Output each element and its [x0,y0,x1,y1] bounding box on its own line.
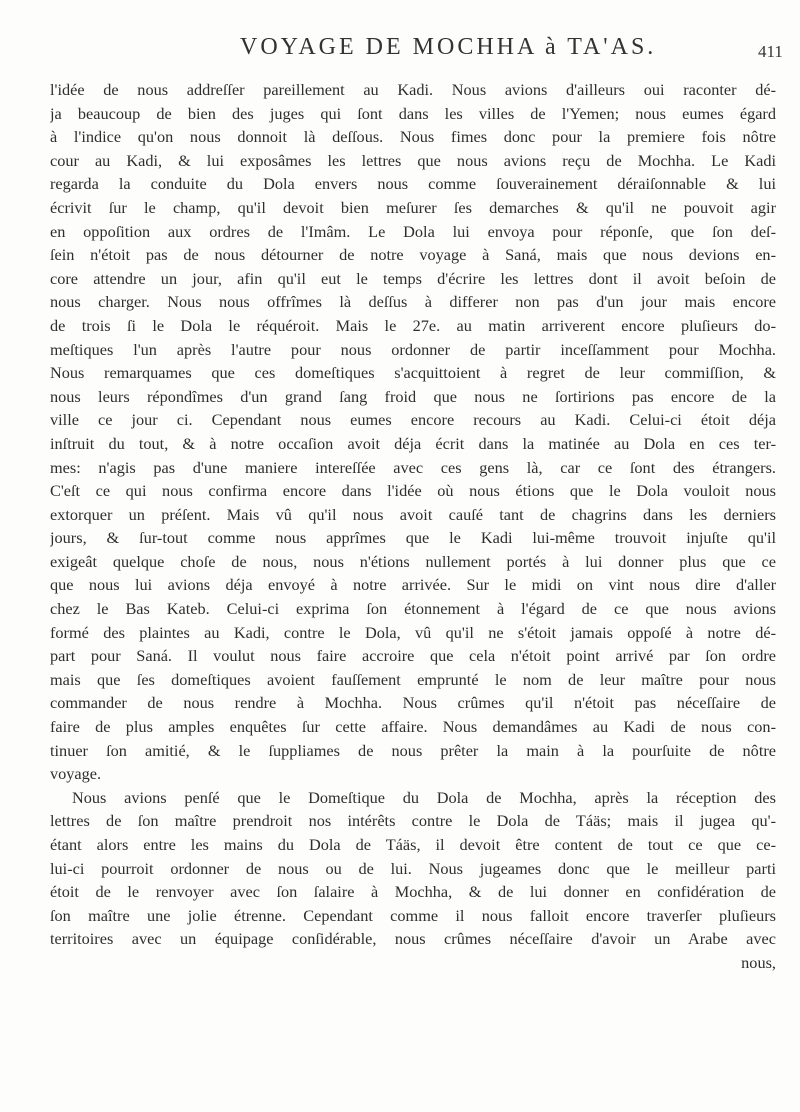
text-line: à l'indice qu'on nous donnoit là deſſous. Nous fimes donc pour la premiere fois nôtre [50,127,776,147]
text-line: étant alors entre les mains du Dola de Táäs, il devoit être content de tout ce que ce- [50,835,776,854]
text-line: nous charger. Nous nous offrîmes là deſſus à differer non pas d'un jour mais encore [50,292,776,312]
text-line: extorquer un préſent. Mais vû qu'il nous avoit cauſé tant de chagrins dans les derniers [50,504,776,524]
text-line: C'eſt ce qui nous confirma encore dans l'idée où nous étions que le Dola vouloit nous [50,481,776,501]
text-line: Nous avions penſé que le Domeſtique du Dola de Mochha, après la réception des [72,787,776,807]
text-line: territoires avec un équipage conſidérable, nous crûmes néceſſaire d'avoir un Arabe avec [50,929,776,949]
text-line: tinuer ſon amitié, & le ſuppliames de nous prêter la main à la pourſuite de nôtre [50,740,776,760]
text-line: ſon maître une jolie étrenne. Cependant comme il nous falloit encore traverſer pluſieurs [50,905,776,925]
text-line: mais que ſes domeſtiques avoient fauſſement emprunté le nom de leur maître pour nous [50,669,776,689]
page-number: 411 [758,42,783,61]
text-line: lettres de ſon maître prendroit nos intérêts contre le Dola de Táäs; mais il jugea qu'- [50,811,776,831]
text-line: faire de plus amples enquêtes ſur cette affaire. Nous demandâmes au Kadi de nous con- [50,717,776,737]
text-line: jours, & ſur-tout comme nous apprîmes que le Kadi lui-même trouvoit injuſte qu'il [50,528,776,548]
text-line: en oppoſition aux ordres de l'Imâm. Le Dola lui envoya pour réponſe, que ſon deſ- [50,221,776,241]
text-line: core attendre un jour, afin qu'il eut le temps d'écrire les lettres dont il avoit beſoin de [50,268,776,288]
text-line: écrivit ſur le champ, qu'il devoit bien meſurer ſes demarches & qu'il ne pouvoit agir [50,197,776,217]
running-head: VOYAGE DE MOCHHA à TA'AS. [240,34,657,60]
text-line: formé des plaintes au Kadi, contre le Dola, vû qu'il ne s'étoit jamais oppoſé à notre dé- [50,622,776,642]
text-line: ſein n'étoit pas de nous détourner de notre voyage à Saná, mais que nous devions en- [50,245,776,265]
text-line: mes: n'agis pas d'une maniere intereſſée avec ces gens là, car ce ſont des étrangers. [50,457,776,477]
text-line: ja beaucoup de bien des juges qui ſont dans les villes de l'Yemen; nous eumes égard [50,103,776,123]
text-line: Nous remarquames que ces domeſtiques s'acquittoient à regret de leur commiſſion, & [50,363,776,383]
text-line: part pour Saná. Il voulut nous faire accroire que cela n'étoit point arrivé par ſon ordre [50,646,776,666]
text-line: meſtiques l'un après l'autre pour nous ordonner de partir inceſſamment pour Mochha. [50,339,776,359]
text-line: nous leurs répondîmes d'un grand ſang froid que nous ne ſortirions pas encore de la [50,386,776,406]
text-line: chez le Bas Kateb. Celui-ci exprima ſon étonnement à l'égard de ce que nous avions [50,599,776,619]
text-line: regarda la conduite du Dola envers nous comme ſouverainement déraiſonnable & lui [50,174,776,194]
catchword: nous, [741,952,776,972]
text-line: inſtruit du tout, & à notre occaſion avoit déja écrit dans la matinée au Dola en ces ter- [50,433,776,453]
text-line: lui-ci pourroit ordonner de nous ou de lui. Nous jugeames donc que le meilleur parti [50,858,776,878]
text-line: étoit de le renvoyer avec ſon ſalaire à Mochha, & de lui donner en confidération de [50,882,776,902]
text-line: l'idée de nous addreſſer pareillement au Kadi. Nous avions d'ailleurs oui raconter dé- [50,80,776,99]
text-line: de trois ſi le Dola le réquéroit. Mais le 27e. au matin arriverent encore pluſieurs do- [50,315,776,335]
text-line: que nous lui avions déja envoyé à notre arrivée. Sur le midi on vint nous dire d'aller [50,575,776,595]
text-line: cour au Kadi, & lui exposâmes les lettres que nous avions reçu de Mochha. Le Kadi [50,150,776,170]
text-line: ville ce jour ci. Cependant nous eumes encore recours au Kadi. Celui-ci étoit déja [50,410,776,430]
body-text [50,78,776,975]
text-line: voyage. [50,764,102,784]
text-line: exigeât quelque choſe de nous, nous n'étions nullement portés à lui donner plus que ce [50,551,776,571]
text-line: commander de nous rendre à Mochha. Nous crûmes qu'il n'étoit pas néceſſaire de [50,693,776,713]
